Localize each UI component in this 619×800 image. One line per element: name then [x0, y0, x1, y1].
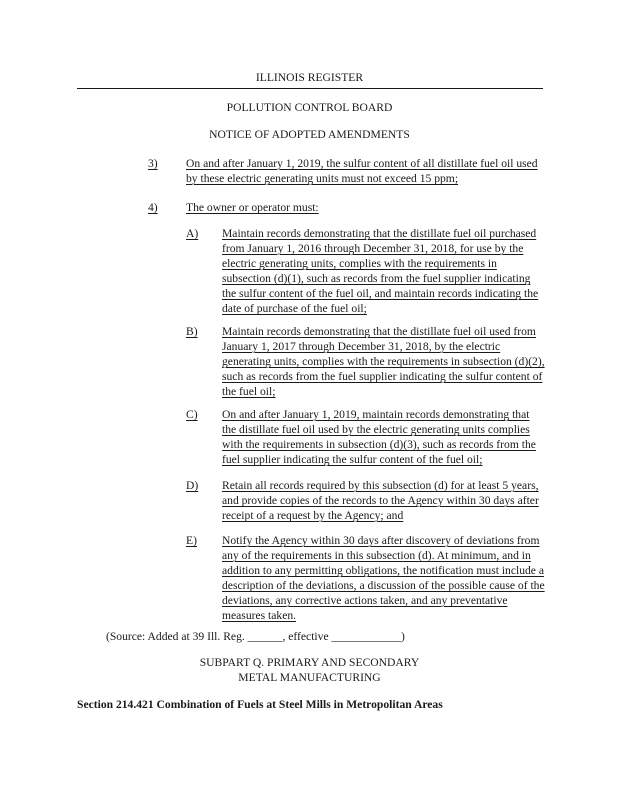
- subitem-label-a: A): [186, 227, 199, 240]
- subitem-text-d: Retain all records required by this subsection (d) for at least 5 years, and provide copies of the records to the Agency within 30 days after receipt of a request by the Agency; and: [222, 479, 539, 522]
- item-text-3: On and after January 1, 2019, the sulfur content of all distillate fuel oil used by these electric generating units must not exceed 15 ppm;: [186, 157, 538, 185]
- item-text-4: The owner or operator must:: [186, 201, 319, 214]
- notice-title: NOTICE OF ADOPTED AMENDMENTS: [209, 128, 410, 141]
- register-title: ILLINOIS REGISTER: [255, 71, 364, 84]
- subitem-label-b: B): [186, 325, 198, 338]
- subitem-label-d: D): [186, 479, 199, 492]
- source-note: (Source: Added at 39 Ill. Reg. ______, effective ____________): [106, 630, 405, 643]
- subpart-title-line1: SUBPART Q. PRIMARY AND SECONDARY: [199, 656, 420, 669]
- subitem-text-e: Notify the Agency within 30 days after discovery of deviations from any of the requirements in this subsection (d). At minimum, and in addition to any permitting obligations, the notification must include a description of the deviations, a discussion of the possible cause of the deviations, any corrective actions taken, and any preventative measures taken.: [222, 534, 545, 622]
- item-label-3: 3): [148, 157, 158, 170]
- subpart-title-line2: METAL MANUFACTURING: [238, 671, 381, 684]
- section-heading: Section 214.421 Combination of Fuels at Steel Mills in Metropolitan Areas: [77, 698, 443, 711]
- header-rule: [77, 88, 543, 89]
- subitem-text-a: Maintain records demonstrating that the distillate fuel oil purchased from January 1, 2016 through December 31, 2018, for use by the electric generating units, complies with the requirements in subsection (d)(1), such as records from the fuel supplier indicating the sulfur content of the fuel oil, and maintain records indicating the date of purchase of the fuel oil;: [222, 227, 539, 315]
- subitem-label-e: E): [186, 534, 197, 547]
- subitem-text-b: Maintain records demonstrating that the distillate fuel oil used from January 1, 2017 through December 31, 2018, by the electric generating units, complies with the requirements in subsection (d)(2), such as records from the fuel supplier indicating the sulfur content of the fuel oil;: [222, 325, 545, 398]
- board-title: POLLUTION CONTROL BOARD: [226, 101, 393, 114]
- item-label-4: 4): [148, 201, 158, 214]
- subitem-label-c: C): [186, 408, 198, 421]
- subitem-text-c: On and after January 1, 2019, maintain records demonstrating that the distillate fuel oil used by the electric generating units complies with the requirements in subsection (d)(3), such as records from the fuel supplier indicating the sulfur content of the fuel oil;: [222, 408, 536, 466]
